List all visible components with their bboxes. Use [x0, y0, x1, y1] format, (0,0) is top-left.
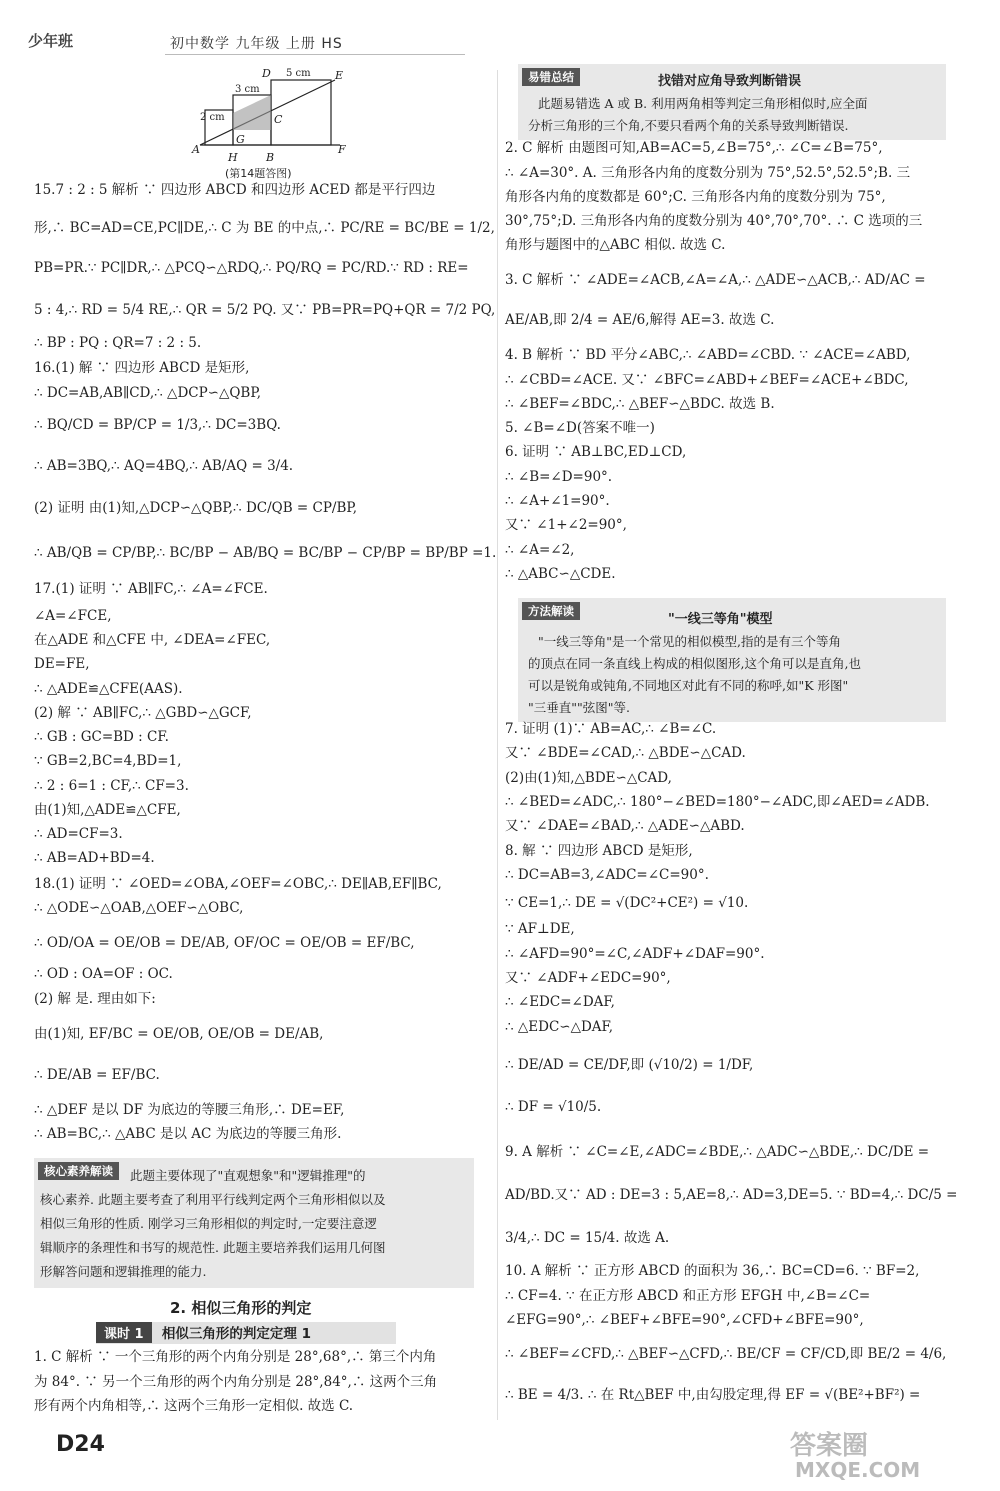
text-line: 2. C 解析 由题图可知,AB=AC=5,∠B=75°,∴ ∠C=∠B=75°, — [505, 140, 883, 156]
label-f: F — [338, 143, 346, 156]
watermark-logo: 答案圈 — [790, 1431, 869, 1461]
text-line: ∴ ∠BED=∠ADC,∴ 180°−∠BED=180°−∠ADC,即∠AED=∠ADB. — [505, 794, 930, 810]
text-line: ∴ DE/AB = EF/BC. — [34, 1067, 160, 1083]
error-summary-title: 找错对应角导致判断错误 — [658, 74, 802, 89]
text-line: 17.(1) 证明 ∵ AB∥FC,∴ ∠A=∠FCE. — [34, 581, 268, 597]
core-literacy-box — [34, 1158, 474, 1288]
text-line: 角形各内角的度数都是 60°;C. 三角形各内角的度数分别为 75°, — [505, 189, 886, 205]
text-line: ∴ BE = 4/3. ∴ 在 Rt△BEF 中,由勾股定理,得 EF = √(BE²+BF²) = — [505, 1387, 921, 1403]
text-line: AD/BD.又∵ AD : DE=3 : 5,AE=8,∴ AD=3,DE=5. ∵ BD=4,∴ DC/5 = — [505, 1187, 958, 1203]
column-divider — [497, 70, 498, 1420]
text-line: (2)由(1)知,△BDE∽△CAD, — [505, 770, 672, 786]
box-line: 分析三角形的三个角,不要只看两个角的关系导致判断错误. — [528, 118, 849, 133]
text-line: ∠A=∠FCE, — [34, 608, 112, 624]
text-line: ∴ △ODE∽△OAB,△OEF∽△OBC, — [34, 900, 244, 916]
text-line: 5. ∠B=∠D(答案不唯一) — [505, 420, 655, 436]
error-summary-box — [518, 64, 946, 140]
text-line: ∴ ∠A=30°. A. 三角形各内角的度数分别为 75°,52.5°,52.5°;B. 三 — [505, 165, 911, 181]
page-header — [0, 0, 1000, 60]
text-line: ∵ GB=2,BC=4,BD=1, — [34, 753, 182, 769]
text-line: 3. C 解析 ∵ ∠ADE=∠ACB,∠A=∠A,∴ △ADE∽△ACB,∴ AD/AC = — [505, 272, 926, 288]
label-a: A — [192, 143, 200, 156]
text-line: ∴ OD : OA=OF : OC. — [34, 966, 173, 982]
text-line: ∴ AD=CF=3. — [34, 826, 123, 842]
text-line: 由(1)知, EF/BC = OE/OB, OE/OB = DE/AB, — [34, 1026, 324, 1042]
text-line: ∴ ∠A+∠1=90°. — [505, 493, 610, 509]
brand-logo: 少年班 — [28, 32, 74, 50]
text-line: 8. 解 ∵ 四边形 ABCD 是矩形, — [505, 843, 693, 859]
text-line: 1. C 解析 ∵ 一个三角形的两个内角分别是 28°,68°,∴ 第三个内角 — [34, 1349, 437, 1365]
text-line: ∴ ∠CBD=∠ACE. 又∵ ∠BFC=∠ABD+∠BEF=∠ACE+∠BDC, — [505, 372, 909, 388]
text-line: ∴ GB : GC=BD : CF. — [34, 729, 169, 745]
header-rule — [165, 54, 465, 55]
lesson-title: 相似三角形的判定定理 1 — [161, 1326, 311, 1342]
method-title: "一线三等角"模型 — [668, 612, 773, 627]
page-number: D24 — [56, 1432, 105, 1457]
text-line: ∴ △DEF 是以 DF 为底边的等腰三角形,∴ DE=EF, — [34, 1102, 345, 1118]
text-line: DE=FE, — [34, 656, 90, 672]
label-d: D — [262, 67, 271, 80]
text-line: ∴ AB=3BQ,∴ AQ=4BQ,∴ AB/AQ = 3/4. — [34, 458, 294, 474]
text-line: ∴ OD/OA = OE/OB = DE/AB, OF/OC = OE/OB = EF/BC, — [34, 935, 415, 951]
text-line: ∴ ∠B=∠D=90°. — [505, 469, 613, 485]
text-line: ∴ ∠BEF=∠CFD,∴ △BEF∽△CFD,∴ BE/CF = CF/CD,即 BE/2 = 4/6, — [505, 1346, 947, 1362]
text-line: (2) 证明 由(1)知,△DCP∽△QBP,∴ DC/QB = CP/BP, — [34, 500, 358, 516]
text-line: 18.(1) 证明 ∵ ∠OED=∠OBA,∠OEF=∠OBC,∴ DE∥AB,EF∥BC, — [34, 876, 442, 892]
text-line: ∴ ∠EDC=∠DAF, — [505, 994, 615, 1010]
text-line: 为 84°. ∵ 另一个三角形的两个内角分别是 28°,84°,∴ 这两个三角 — [34, 1374, 438, 1390]
box-line: 此题易错选 A 或 B. 利用两角相等判定三角形相似时,应全面 — [538, 96, 868, 111]
lesson-tag: 课时 1 — [96, 1322, 152, 1343]
text-line: ∵ AF⊥DE, — [505, 921, 575, 937]
box-line: 此题主要体现了"直观想象"和"逻辑推理"的 — [130, 1168, 366, 1183]
text-line: 4. B 解析 ∵ BD 平分∠ABC,∴ ∠ABD=∠CBD. ∵ ∠ACE=∠ABD, — [505, 347, 911, 363]
text-line: ∴ BQ/CD = BP/CP = 1/3,∴ DC=3BQ. — [34, 417, 281, 433]
text-line: ∵ CE=1,∴ DE = √(DC²+CE²) = √10. — [505, 895, 749, 911]
text-line: ∴ ∠A=∠2, — [505, 542, 575, 558]
box-line: 辑顺序的条理性和书写的规范性. 此题主要培养我们运用几何图 — [40, 1240, 386, 1255]
text-line: (2) 解 是. 理由如下: — [34, 991, 156, 1007]
box-line: 相似三角形的性质. 刚学习三角形相似的判定时,一定要注意逻 — [40, 1216, 377, 1231]
label-5cm: 5 cm — [286, 68, 311, 79]
text-line: ∴ AB=BC,∴ △ABC 是以 AC 为底边的等腰三角形. — [34, 1126, 342, 1142]
label-c: C — [274, 113, 283, 126]
box-line: 形解答问题和逻辑推理的能力. — [40, 1264, 207, 1279]
text-line: ∴ DF = √10/5. — [505, 1099, 602, 1115]
section-title: 2. 相似三角形的判定 — [170, 1299, 312, 1317]
text-line: (2) 解 ∵ AB∥FC,∴ △GBD∽△GCF, — [34, 705, 252, 721]
text-line: ∴ △EDC∽△DAF, — [505, 1019, 614, 1035]
text-line: 16.(1) 解 ∵ 四边形 ABCD 是矩形, — [34, 360, 250, 376]
text-line: 由(1)知,△ADE≌△CFE, — [34, 802, 181, 818]
box-line: "三垂直""弦图"等. — [528, 700, 630, 715]
text-line: ∴ DE/AD = CE/DF,即 (√10/2) = 1/DF, — [505, 1057, 754, 1073]
text-line: 7. 证明 (1)∵ AB=AC,∴ ∠B=∠C. — [505, 721, 717, 737]
text-line: ∴ CF=4. ∵ 在正方形 ABCD 和正方形 EFGH 中,∠B=∠C= — [505, 1288, 871, 1304]
text-line: 角形与题图中的△ABC 相似. 故选 C. — [505, 237, 726, 253]
text-line: ∴ DC=AB=3,∠ADC=∠C=90°. — [505, 867, 709, 883]
text-line: 又∵ ∠1+∠2=90°, — [505, 517, 627, 533]
core-literacy-label: 核心素养解读 — [38, 1162, 119, 1180]
text-line: ∴ BP : PQ : QR=7 : 2 : 5. — [34, 335, 202, 351]
text-line: ∴ DC=AB,AB∥CD,∴ △DCP∽△QBP, — [34, 385, 261, 401]
text-line: 10. A 解析 ∵ 正方形 ABCD 的面积为 36,∴ BC=CD=6. ∵ BF=2, — [505, 1263, 920, 1279]
label-2cm: 2 cm — [200, 112, 225, 123]
text-line: AE/AB,即 2/4 = AE/6,解得 AE=3. 故选 C. — [505, 312, 775, 328]
text-line: 形有两个内角相等,∴ 这两个三角形一定相似. 故选 C. — [34, 1398, 354, 1414]
text-line: 5 : 4,∴ RD = 5/4 RE,∴ QR = 5/2 PQ. 又∵ PB=PR=PQ+QR = 7/2 PQ, — [34, 302, 496, 318]
text-line: 30°,75°;D. 三角形各内角的度数分别为 40°,70°,70°. ∴ C 选项的三 — [505, 213, 923, 229]
text-line: ∴ AB/QB = CP/BP,∴ BC/BP − AB/BQ = BC/BP − CP/BP = BP/BP =1. — [34, 545, 497, 561]
label-h: H — [228, 151, 238, 164]
text-line: ∴ 2 : 6=1 : CF,∴ CF=3. — [34, 778, 189, 794]
lesson-banner — [96, 1322, 396, 1344]
figure-14-diagram — [180, 65, 380, 185]
figure-caption: (第14题答图) — [225, 167, 292, 180]
label-g: G — [236, 133, 245, 146]
header-subject: 初中数学 九年级 上册 HS — [170, 36, 343, 52]
text-line: 形,∴ BC=AD=CE,PC∥DE,∴ C 为 BE 的中点,∴ PC/RE = BC/BE = 1/2, — [34, 220, 495, 236]
text-line: PB=PR.∵ PC∥DR,∴ △PCQ∽△RDQ,∴ PQ/RQ = PC/RD.∵ RD : RE= — [34, 260, 469, 276]
label-3cm: 3 cm — [235, 84, 260, 95]
text-line: ∴ ∠BEF=∠BDC,∴ △BEF∽△BDC. 故选 B. — [505, 396, 775, 412]
hatched-area — [233, 95, 271, 130]
text-line: 6. 证明 ∵ AB⊥BC,ED⊥CD, — [505, 444, 687, 460]
label-b: B — [266, 151, 275, 164]
method-label: 方法解读 — [522, 602, 580, 620]
method-box — [518, 598, 946, 722]
box-line: 可以是锐角或钝角,不同地区对此有不同的称呼,如"K 形图" — [528, 678, 849, 693]
text-line: ∴ AB=AD+BD=4. — [34, 850, 155, 866]
text-line: 在△ADE 和△CFE 中, ∠DEA=∠FEC, — [34, 632, 271, 648]
error-summary-label: 易错总结 — [522, 68, 580, 86]
text-line: ∴ ∠AFD=90°=∠C,∠ADF+∠DAF=90°. — [505, 946, 765, 962]
box-line: 的顶点在同一条直线上构成的相似图形,这个角可以是直角,也 — [528, 656, 861, 671]
watermark-url: MXQE.COM — [795, 1458, 921, 1482]
text-line: ∴ △ABC∽△CDE. — [505, 566, 616, 582]
text-line: 又∵ ∠DAE=∠BAD,∴ △ADE∽△ABD. — [505, 818, 745, 834]
text-line: 又∵ ∠BDE=∠CAD,∴ △BDE∽△CAD. — [505, 745, 746, 761]
text-line: 3/4,∴ DC = 15/4. 故选 A. — [505, 1230, 670, 1246]
text-line: ∴ △ADE≌△CFE(AAS). — [34, 681, 183, 697]
box-line: "一线三等角"是一个常见的相似模型,指的是有三个等角 — [538, 634, 841, 649]
label-e: E — [335, 69, 344, 82]
text-line: 又∵ ∠ADF+∠EDC=90°, — [505, 970, 671, 986]
box-line: 核心素养. 此题主要考查了利用平行线判定两个三角形相似以及 — [40, 1192, 386, 1207]
text-line: 15.7 : 2 : 5 解析 ∵ 四边形 ABCD 和四边形 ACED 都是平行四边 — [34, 182, 436, 198]
text-line: 9. A 解析 ∵ ∠C=∠E,∠ADC=∠BDE,∴ △ADC∽△BDE,∴ DC/DE = — [505, 1144, 930, 1160]
text-line: ∠EFG=90°,∴ ∠BEF+∠BFE=90°,∠CFD+∠BFE=90°, — [505, 1312, 864, 1328]
